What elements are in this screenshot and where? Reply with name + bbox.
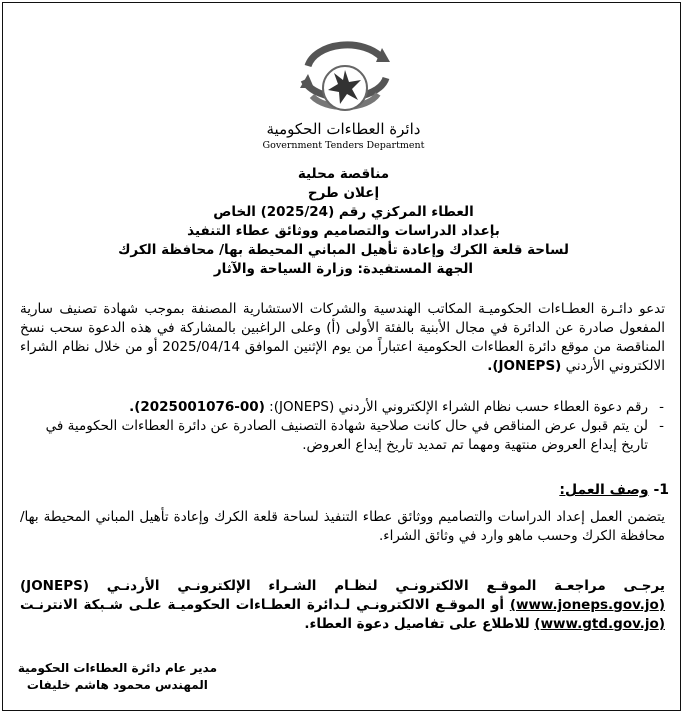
details-list [20, 398, 670, 455]
list-item [20, 417, 670, 455]
intro-paragraph [20, 300, 665, 376]
notice-part1: يرجـى مراجعـة الموقـع الالكترونـي لنظـام الشـراء الإلكترونـي الأردنـي (JONEPS) [20, 578, 665, 594]
signature-block [18, 660, 217, 694]
invitation-number-label: رقم دعوة العطاء حسب نظام الشراء الإلكتروني الأردني (JONEPS): [269, 399, 648, 415]
logo-arabic-name: دائرة العطاءات الحكومية [266, 120, 421, 138]
work-description [20, 508, 665, 546]
signature-title: مدير عام دائرة العطاءات الحكومية [17, 661, 217, 675]
intro-text: تدعو دائـرة العطـاءات الحكوميـة المكاتب الهندسية والشركات الاستشارية المصنفة بموجب شهادة تصنيف سارية المفعول صادرة عن الدائرة في مجال الأبنية بالفئة الأولى (أ) وعلى الراغبين بالمشاركة في هذه الدعوة سحب نسخ المناقصة من موقع دائرة العطاءات الحكومية اعتباراً من يوم الإثنين الموافق 2025/04/14 أو من خلال نظام الشراء الالكتروني الأردني [20, 301, 665, 374]
beneficiary: الجهة المستفيدة: وزارة السياحة والآثار [213, 261, 474, 277]
certificate-validity-note: لن يتم قبول عرض المناقص في حال كانت صلاحية شهادة التصنيف الصادرة عن دائرة العطاءات الحكومية في تاريخ إيداع العروض منتهية ومهما تم تمديد تاريخ إيداع العروض. [45, 418, 648, 453]
gtd-link[interactable]: (www.gtd.gov.jo) [534, 616, 665, 632]
section-number: 1- [653, 482, 669, 498]
section-heading [559, 482, 669, 498]
notice-paragraph [20, 577, 665, 634]
work-description-text: يتضمن العمل إعداد الدراسات والتصاميم ووثائق عطاء التنفيذ لساحة قلعة الكرك وإعادة تأهيل المباني المحيطة بها/ محافظة الكرك وحسب ماهو وارد في وثائق الشراء. [20, 509, 665, 544]
signature-name: المهندس محمود هاشم خليفات [26, 678, 208, 692]
tender-type: مناقصة محلية [297, 166, 390, 182]
announcement-title: إعلان طرح [307, 185, 380, 201]
list-item [20, 398, 670, 417]
tender-number: العطاء المركزي رقم (2025/24) الخاص [213, 204, 474, 220]
notice-part3: للاطلاع على تفاصيل دعوة العطاء. [304, 616, 530, 632]
tender-subject: بإعداد الدراسات والتصاميم ووثائق عطاء التنفيذ [187, 223, 500, 239]
logo-english-name: Government Tenders Department [262, 140, 425, 151]
joneps-label: (JONEPS). [487, 358, 562, 374]
section-title: وصف العمل: [559, 482, 649, 498]
government-tenders-logo-icon [290, 18, 400, 128]
tender-location: لساحة قلعة الكرك وإعادة تأهيل المباني المحيطة بها/ محافظة الكرك [118, 242, 569, 258]
invitation-number: (2025001076-00). [129, 399, 265, 415]
notice-part2: أو الموقـع الالكترونـي لـدائرة العطـاءات الحكوميـة علـى شـبكة الانترنـت [20, 597, 504, 613]
joneps-link[interactable]: (www.joneps.gov.jo) [509, 597, 666, 613]
